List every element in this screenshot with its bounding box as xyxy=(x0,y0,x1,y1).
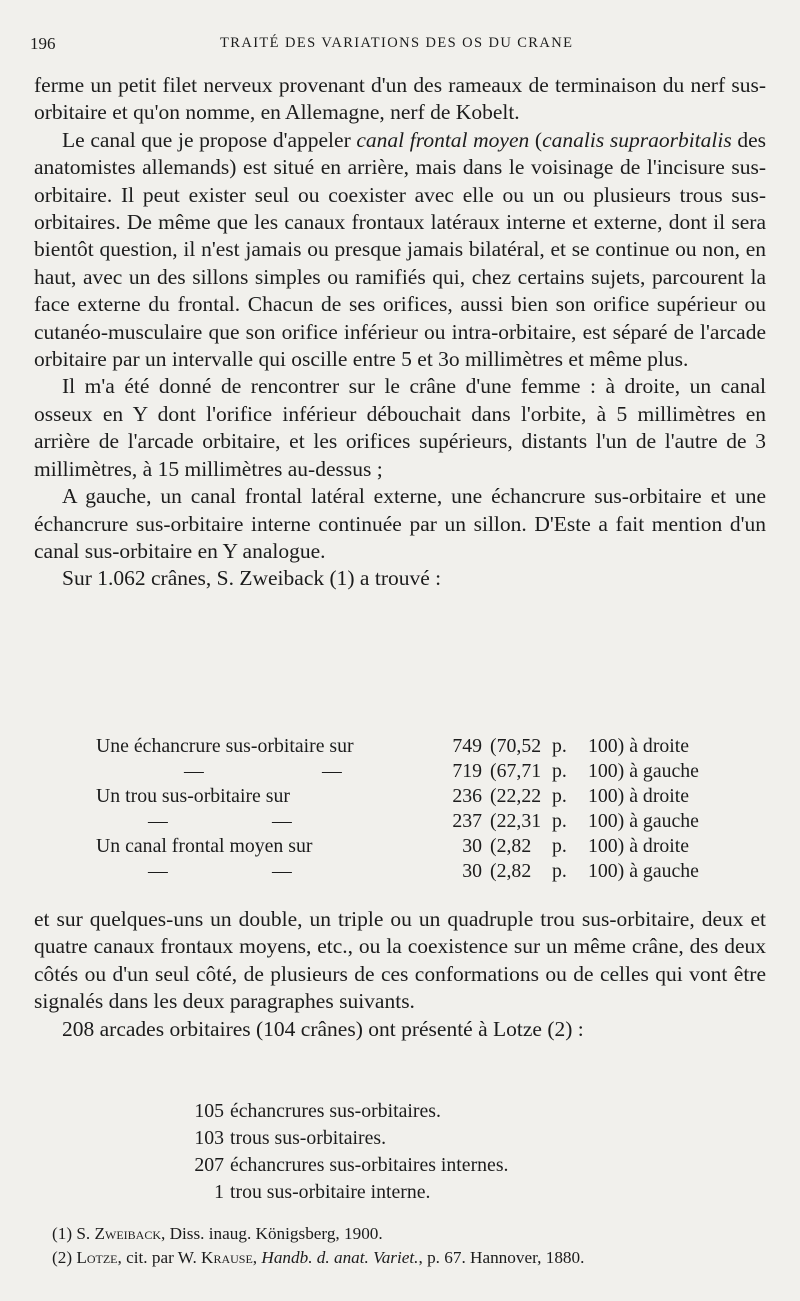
stat-label: Un canal frontal moyen sur xyxy=(96,835,313,857)
paragraph-lotze: 208 arcades orbitaires (104 crânes) ont présenté à Lotze (2) : xyxy=(62,1016,584,1041)
stat-side: 100) à gauche xyxy=(588,810,699,832)
list-item xyxy=(186,1179,508,1206)
stat-percent: (67,71 xyxy=(490,760,542,782)
stat-side: 100) à gauche xyxy=(588,860,699,882)
ditto-dash: — xyxy=(148,860,168,882)
footnote-mark: (1) xyxy=(52,1224,73,1243)
footnote-mark: (2) xyxy=(52,1248,73,1267)
paragraph-canal-frontal-moyen xyxy=(34,127,766,374)
list-item xyxy=(186,1098,508,1125)
list-count: 207 xyxy=(194,1154,224,1176)
stat-label: Un trou sus-orbitaire sur xyxy=(96,785,290,807)
stat-row xyxy=(96,784,736,809)
paragraph-observation: Il m'a été donné de rencontrer sur le crâne d'une femme : à droite, un canal osseux en Y dont l'orifice inférieur débouchait dans l'orbite, à 5 millimètres en arrière de l'arcade orbitaire, et les orifices supérieurs, distants l'un de l'autre de 3 millimètres, à 15 millimètres au-dessus ; xyxy=(34,374,766,481)
list-item xyxy=(186,1125,508,1152)
list-text: échancrures sus-orbitaires. xyxy=(230,1100,441,1122)
stat-side: 100) à droite xyxy=(588,835,690,857)
stat-count: 30 xyxy=(462,860,482,882)
body-text-lower xyxy=(34,906,766,1043)
ditto-dash: — xyxy=(148,810,168,832)
footnote-text: , p. 67. Hannover, 1880. xyxy=(418,1248,585,1267)
italic-term: canal frontal moyen xyxy=(356,127,530,152)
stat-percent: (2,82 xyxy=(490,860,532,882)
stat-count: 237 xyxy=(452,810,482,832)
statistics-table xyxy=(96,734,736,884)
italic-term: canalis supraorbitalis xyxy=(542,127,732,152)
stat-row xyxy=(96,859,736,884)
text-run: des anatomistes allemands) est situé en arrière, mais dans le voisinage de l'incisure sus-orbitaire. Il peut exister seul ou coexister avec elle ou un ou plusieurs trous sus-orbitaires. De même que les canaux frontaux latéraux interne et externe, dont il sera bientôt question, il n'est jamais ou presque jamais bilatéral, et se continue ou non, en haut, avec un des sillons simples ou ramifiés qui, chez certains sujets, parcourent la face externe du frontal. Chacun de ses orifices, aussi bien son orifice supérieur ou cutanéo-musculaire que son orifice inférieur ou intra-orbitaire, est séparé de l'arcade orbitaire par un intervalle qui oscille entre 5 et 3o millimètres et même plus. xyxy=(34,127,767,372)
stat-p: p. xyxy=(552,835,567,857)
footnote-2 xyxy=(52,1246,584,1270)
footnote-1 xyxy=(52,1222,584,1246)
stat-row xyxy=(96,734,736,759)
ditto-dash: — xyxy=(322,760,342,782)
stat-side: 100) à droite xyxy=(588,735,690,757)
list-count: 103 xyxy=(194,1127,224,1149)
paragraph-zweiback: Sur 1.062 crânes, S. Zweiback (1) a trouvé : xyxy=(62,566,442,591)
page-number: 196 xyxy=(30,34,56,53)
stat-row xyxy=(96,834,736,859)
footnote-text: Diss. inaug. Königsberg, 1900. xyxy=(165,1224,383,1243)
ditto-dash: — xyxy=(272,810,292,832)
paragraph-coexistence: et sur quelques-uns un double, un triple ou un quadruple trou sus-orbitaire, deux et quatre canaux frontaux moyens, etc., ou la coexistence sur un même crâne, des deux côtés ou d'un seul côté, de plusieurs de ces conformations ou de celles qui vont être signalés dans les deux paragraphes suivants. xyxy=(34,907,766,1014)
text-run: Le canal que je propose d'appeler xyxy=(62,127,357,152)
list-item xyxy=(186,1152,508,1179)
stat-count: 719 xyxy=(452,760,482,782)
ditto-dash: — xyxy=(184,760,204,782)
footnote-author: S. Zweiback, xyxy=(76,1224,166,1243)
footnotes xyxy=(52,1222,584,1270)
list-count: 105 xyxy=(194,1100,224,1122)
stat-side: 100) à gauche xyxy=(588,760,699,782)
lotze-list xyxy=(186,1098,508,1206)
stat-label: Une échancrure sus-orbitaire sur xyxy=(96,735,354,757)
list-text: trous sus-orbitaires. xyxy=(230,1127,387,1149)
stat-percent: (2,82 xyxy=(490,835,532,857)
stat-p: p. xyxy=(552,735,567,757)
stat-row xyxy=(96,759,736,784)
list-count: 1 xyxy=(214,1181,224,1203)
footnote-author: Krause, xyxy=(201,1248,258,1267)
stat-p: p. xyxy=(552,810,567,832)
stat-p: p. xyxy=(552,785,567,807)
body-text-upper xyxy=(34,72,766,593)
text-run: ( xyxy=(529,127,543,152)
footnote-text: cit. par W. xyxy=(121,1248,202,1267)
paragraph-gauche: A gauche, un canal frontal latéral externe, une échancrure sus-orbitaire et une échancrure sus-orbitaire interne continuée par un sillon. D'Este a fait mention d'un canal sus-orbitaire en Y analogue. xyxy=(34,484,766,563)
stat-count: 749 xyxy=(452,735,482,757)
footnote-title: Handb. d. anat. Variet. xyxy=(261,1248,419,1267)
running-title: TRAITÉ DES VARIATIONS DES OS DU CRANE xyxy=(220,35,574,51)
stat-percent: (70,52 xyxy=(490,735,542,757)
footnote-author: Lotze, xyxy=(76,1248,122,1267)
ditto-dash: — xyxy=(272,860,292,882)
stat-row xyxy=(96,809,736,834)
stat-count: 236 xyxy=(452,785,482,807)
stat-percent: (22,31 xyxy=(490,810,542,832)
list-text: échancrures sus-orbitaires internes. xyxy=(230,1154,509,1176)
stat-p: p. xyxy=(552,860,567,882)
paragraph-continuation: ferme un petit filet nerveux provenant d'un des rameaux de terminaison du nerf sus-orbitaire et qu'on nomme, en Allemagne, nerf de Kobelt. xyxy=(34,73,766,125)
stat-side: 100) à droite xyxy=(588,785,690,807)
page-header xyxy=(30,34,760,58)
stat-p: p. xyxy=(552,760,567,782)
stat-percent: (22,22 xyxy=(490,785,542,807)
stat-count: 30 xyxy=(462,835,482,857)
list-text: trou sus-orbitaire interne. xyxy=(230,1181,431,1203)
